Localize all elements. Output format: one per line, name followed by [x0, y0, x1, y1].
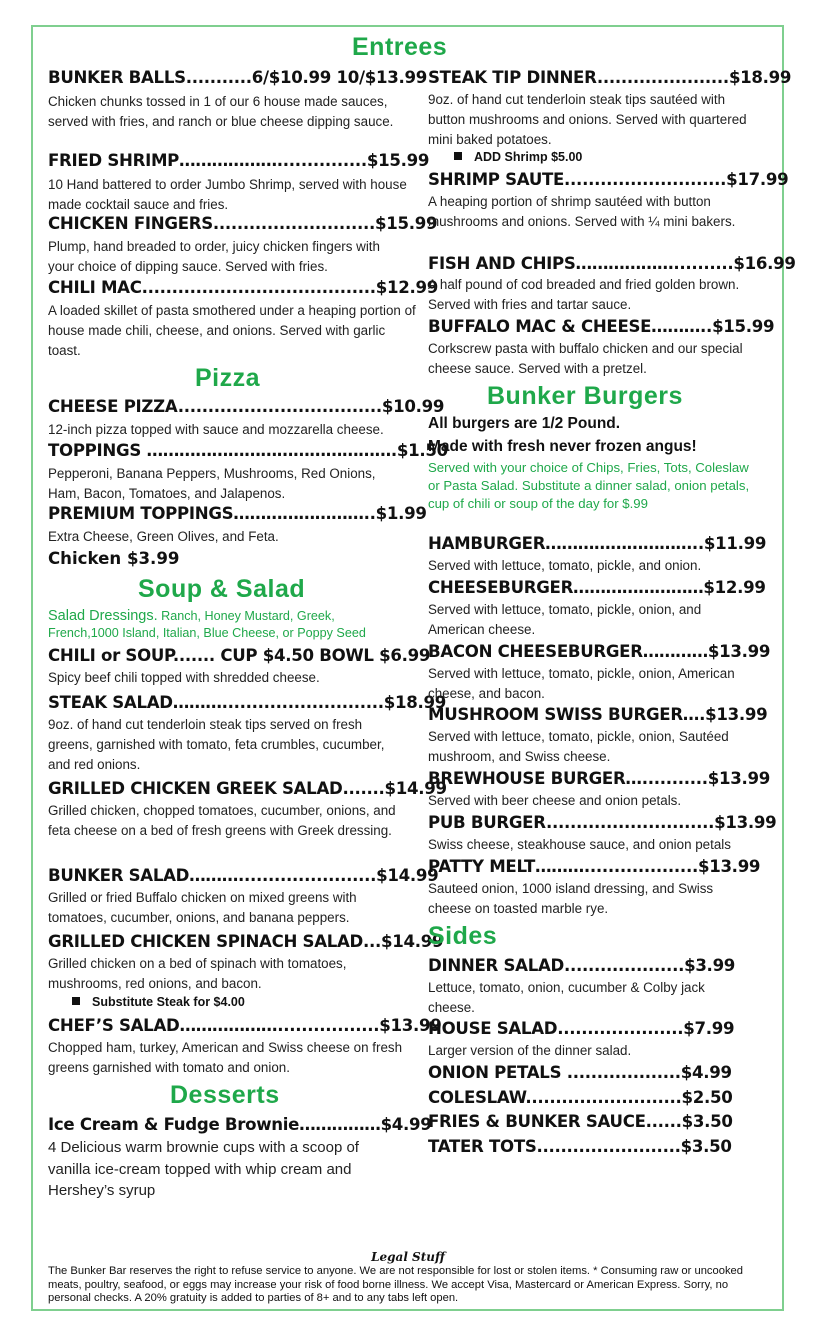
section-title-desserts: Desserts [170, 1081, 280, 1109]
item-description: A loaded skillet of pasta smothered under a heaping portion of house made chili, cheese, and onions. Served with garlic toast. [48, 303, 416, 358]
menu-item-bunker-balls: BUNKER BALLS...........6/$10.99 10/$13.99 [48, 68, 427, 87]
salad-dressings-note [48, 608, 408, 642]
salad-dressings-list: Ranch, Honey Mustard, Greek, French,1000 Island, Italian, Blue Cheese, or Poppy Seed [48, 609, 366, 640]
item-description: Grilled chicken, chopped tomatoes, cucumber, onions, and feta cheese on a bed of fresh greens with Greek dressing. [48, 803, 396, 838]
bullet-square-icon [72, 997, 80, 1005]
menu-item-spinach-salad: GRILLED CHICKEN SPINACH SALAD...$14.99 [48, 932, 444, 951]
menu-item-fries-bunker-sauce: FRIES & BUNKER SAUCE......$3.50 [428, 1112, 733, 1131]
section-title-pizza: Pizza [195, 364, 261, 392]
menu-item-brewhouse-burger: BREWHOUSE BURGER…...........$13.99 [428, 769, 770, 788]
item-description: Sauteed onion, 1000 island dressing, and Swiss cheese on toasted marble rye. [428, 881, 714, 916]
menu-item-mushroom-swiss: MUSHROOM SWISS BURGER….$13.99 [428, 705, 768, 724]
menu-item-house-salad: HOUSE SALAD.....................$7.99 [428, 1019, 735, 1038]
menu-item-fried-shrimp: FRIED SHRIMP………………...............$15.99 [48, 151, 430, 170]
legal-text: The Bunker Bar reserves the right to refuse service to anyone. We are not responsible for lost or stolen items. * Consuming raw or uncooked meats, poultry, seafood, or eggs may increase your risk of food borne illness. We accept Visa, Mastercard or American Express. Sorry, no personal checks. A 20% gratuity is added to parties of 8+ and to any tabs left open. [48, 1265, 744, 1304]
menu-item-greek-salad: GRILLED CHICKEN GREEK SALAD.......$14.99 [48, 779, 447, 798]
legal-title: Legal Stuff [371, 1250, 445, 1264]
item-description: Served with lettuce, tomato, pickle, and onion. [428, 558, 702, 573]
steak-tip-addon [454, 150, 582, 164]
item-description: Spicy beef chili topped with shredded cheese. [48, 670, 320, 685]
menu-item-chicken-fingers: CHICKEN FINGERS...........................$15.99 [48, 214, 438, 233]
item-description: Served with lettuce, tomato, pickle, onion, and American cheese. [428, 602, 702, 637]
menu-item-hamburger: HAMBURGER………………………..$11.99 [428, 534, 767, 553]
item-description: 4 Delicious warm brownie cups with a scoop of vanilla ice-cream topped with whip cream and Hershey’s syrup [48, 1139, 359, 1199]
menu-item-cheese-pizza: CHEESE PIZZA..................................$10.99 [48, 397, 445, 416]
section-title-sides: Sides [428, 922, 498, 950]
menu-item-steak-salad: STEAK SALAD………...........................$18.99 [48, 693, 446, 712]
item-description: Grilled or fried Buffalo chicken on mixed greens with tomatoes, cucumber, onions, and banana peppers. [48, 890, 357, 925]
item-description: Pepperoni, Banana Peppers, Mushrooms, Red Onions, Ham, Bacon, Tomatoes, and Jalapenos. [48, 466, 376, 501]
menu-item-onion-petals: ONION PETALS ...................$4.99 [428, 1063, 732, 1082]
burgers-angus-note: Made with fresh never frozen angus! [428, 438, 697, 455]
section-title-entrees: Entrees [352, 33, 448, 61]
item-description: Corkscrew pasta with buffalo chicken and our special cheese sauce. Served with a pretzel. [428, 341, 743, 376]
spinach-addon-label: Substitute Steak for $4.00 [92, 995, 245, 1009]
menu-item-cheeseburger: CHEESEBURGER……………………$12.99 [428, 578, 766, 597]
menu-item-chili-mac: CHILI MAC.......................................$12.99 [48, 278, 438, 297]
item-description: Extra Cheese, Green Olives, and Feta. [48, 529, 279, 544]
burgers-sides-note: Served with your choice of Chips, Fries, Tots, Coleslaw or Pasta Salad. Substitute a dinner salad, onion petals, cup of chili or soup of the day for $.99 [428, 460, 750, 511]
menu-item-toppings: TOPPINGS ……………………………………….$1.50 [48, 441, 448, 460]
item-description: Swiss cheese, steakhouse sauce, and onion petals [428, 837, 731, 852]
item-description: Larger version of the dinner salad. [428, 1043, 632, 1058]
salad-dressings-label: Salad Dressings. [48, 608, 158, 624]
menu-item-shrimp-saute: SHRIMP SAUTE...........................$17.99 [428, 170, 789, 189]
burgers-weight-note: All burgers are 1/2 Pound. [428, 415, 621, 432]
bullet-square-icon [454, 152, 462, 160]
item-description: A half pound of cod breaded and fried golden brown. Served with fries and tartar sauce. [428, 277, 740, 312]
item-description: Grilled chicken on a bed of spinach with tomatoes, mushrooms, red onions, and bacon. [48, 956, 347, 991]
menu-item-patty-melt: PATTY MELT………...................$13.99 [428, 857, 761, 876]
menu-item-premium-toppings: PREMIUM TOPPINGS……………………..$1.99 [48, 504, 427, 523]
menu-item-fish-and-chips: FISH AND CHIPS………………..........$16.99 [428, 254, 796, 273]
section-title-burgers: Bunker Burgers [487, 382, 683, 410]
pizza-chicken-addon: Chicken $3.99 [48, 549, 180, 568]
item-description: Plump, hand breaded to order, juicy chicken fingers with your choice of dipping sauce. Served with fries. [48, 239, 380, 274]
item-description: Chopped ham, turkey, American and Swiss cheese on fresh greens garnished with tomato and onion. [48, 1040, 403, 1075]
item-description: Served with beer cheese and onion petals. [428, 793, 682, 808]
item-description: Served with lettuce, tomato, pickle, onion, Sautéed mushroom, and Swiss cheese. [428, 729, 729, 764]
item-description: 9oz. of hand cut tenderloin steak tips sautéed with button mushrooms and onions. Served with quartered mini baked potatoes. [428, 92, 747, 147]
menu-item-chili-soup: CHILI or SOUP....... CUP $4.50 BOWL $6.99 [48, 646, 431, 665]
item-description: Chicken chunks tossed in 1 of our 6 house made sauces, served with fries, and ranch or blue cheese dipping sauce. [48, 94, 394, 129]
steak-tip-addon-label: ADD Shrimp $5.00 [474, 150, 583, 164]
menu-item-bunker-salad: BUNKER SALAD……….......................$14.99 [48, 866, 439, 885]
menu-item-dinner-salad: DINNER SALAD....................$3.99 [428, 956, 736, 975]
menu-item-tater-tots: TATER TOTS........................$3.50 [428, 1137, 732, 1156]
menu-item-steak-tip-dinner: STEAK TIP DINNER......................$18.99 [428, 68, 792, 87]
spinach-addon [72, 995, 245, 1009]
item-description: 10 Hand battered to order Jumbo Shrimp, served with house made cocktail sauce and fries. [48, 177, 407, 212]
menu-item-coleslaw: COLESLAW..........................$2.50 [428, 1088, 733, 1107]
item-description: 9oz. of hand cut tenderloin steak tips served on fresh greens, garnished with tomato, feta crumbles, cucumber, and red onions. [48, 717, 385, 772]
menu-item-pub-burger: PUB BURGER............................$13.99 [428, 813, 777, 832]
menu-item-chefs-salad: CHEF’S SALAD……………….................$13.99 [48, 1016, 442, 1035]
item-description: A heaping portion of shrimp sautéed with button mushrooms and onions. Served with ¼ mini bakers. [428, 194, 736, 229]
menu-item-brownie: Ice Cream & Fudge Brownie……………$4.99 [48, 1115, 432, 1134]
item-description: Lettuce, tomato, onion, cucumber & Colby jack cheese. [428, 980, 705, 1015]
menu-item-buffalo-mac: BUFFALO MAC & CHEESE………..$15.99 [428, 317, 775, 336]
menu-item-bacon-cheeseburger: BACON CHEESEBURGER…………$13.99 [428, 642, 771, 661]
item-description: Served with lettuce, tomato, pickle, onion, American cheese, and bacon. [428, 666, 735, 701]
section-title-soup-salad: Soup & Salad [138, 575, 306, 603]
item-description: 12-inch pizza topped with sauce and mozzarella cheese. [48, 422, 384, 437]
